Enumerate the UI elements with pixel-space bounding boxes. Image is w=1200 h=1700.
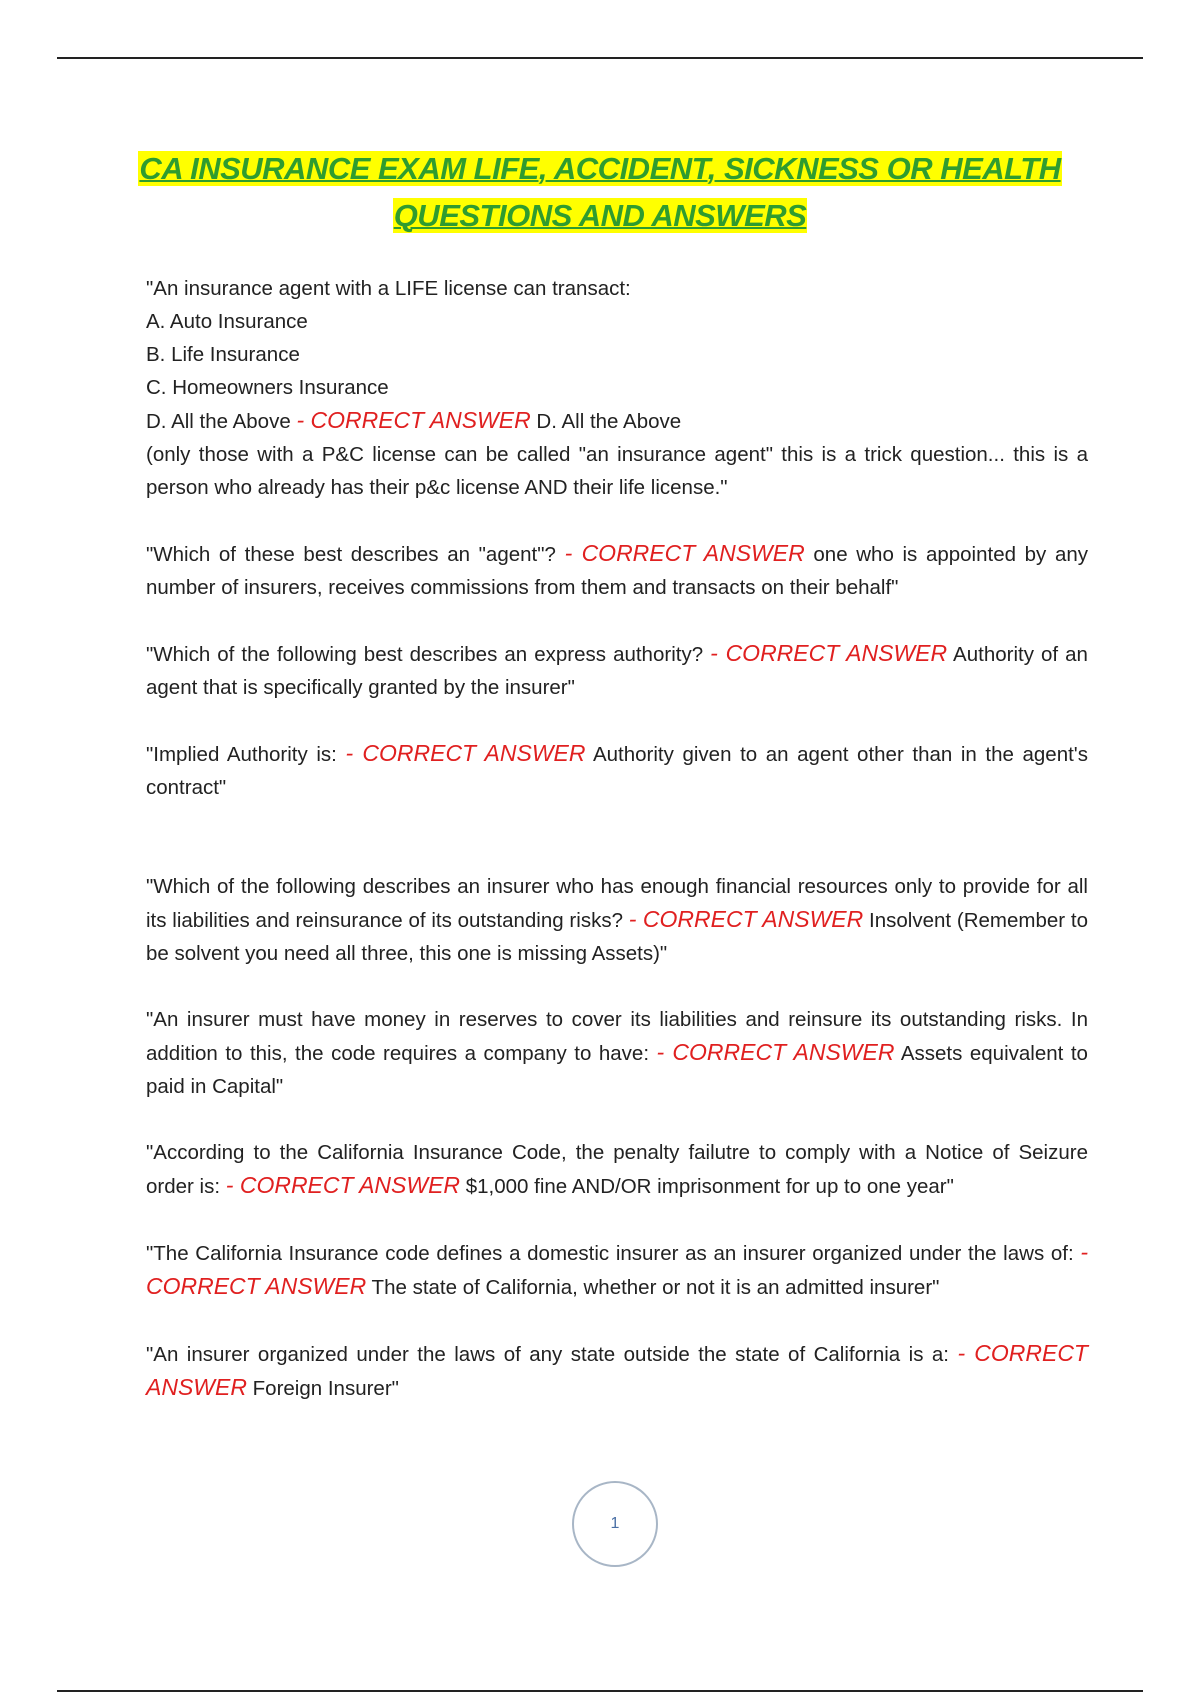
page-number-badge	[572, 1481, 658, 1567]
question-text: "Which of the following describes an insurer who has enough financial resources only to provide for all its liabilities and reinsurance of its outstanding risks?	[146, 875, 1088, 932]
answer-text: Authority of an agent that is specifically granted by the insurer"	[146, 643, 1088, 699]
correct-answer-label: - CORRECT ANSWER	[146, 1340, 1088, 1400]
correct-answer-label: - CORRECT ANSWER	[225, 1172, 461, 1198]
question-text: "An insurer must have money in reserves to cover its liabilities and reinsure its outstanding risks. In addition to this, the code requires a company to have:	[146, 1008, 1088, 1065]
correct-answer-label: - CORRECT ANSWER	[710, 640, 948, 666]
answer-text: Authority given to an agent other than in the agent's contract"	[146, 743, 1088, 799]
page-number: 1	[610, 1515, 620, 1532]
option-d-line	[146, 404, 1088, 438]
qa-item-8	[146, 1236, 1088, 1304]
correct-answer-label: - CORRECT ANSWER	[564, 540, 805, 566]
document-title	[100, 145, 1100, 239]
option-d: D. All the Above	[146, 410, 291, 433]
correct-answer-label: - CORRECT ANSWER	[656, 1039, 895, 1065]
correct-answer-label: - CORRECT ANSWER	[628, 906, 864, 932]
question-text: "According to the California Insurance Code, the penalty failutre to comply with a Notice of Seizure order is:	[146, 1141, 1088, 1198]
qa-item-6	[146, 1003, 1088, 1103]
explanation-text: (only those with a P&C license can be called "an insurance agent" this is a trick question... this is a person who already has their p&c license AND their life license."	[146, 443, 1088, 499]
correct-answer-label: - CORRECT ANSWER	[146, 1239, 1088, 1299]
correct-answer-label: - CORRECT ANSWER	[296, 407, 531, 433]
qa-item-7	[146, 1136, 1088, 1203]
footer-rule	[57, 1690, 1143, 1692]
qa-item-5	[146, 870, 1088, 970]
title-line-1: CA INSURANCE EXAM LIFE, ACCIDENT, SICKNESS OR HEALTH	[139, 151, 1061, 186]
question-text: "The California Insurance code defines a domestic insurer as an insurer organized under the laws of:	[146, 1242, 1074, 1265]
answer-text: $1,000 fine AND/OR imprisonment for up to one year"	[465, 1175, 954, 1198]
answer-text: D. All the Above	[536, 410, 682, 433]
qa-item-4	[146, 737, 1088, 804]
answer-text: Assets equivalent to paid in Capital"	[146, 1042, 1088, 1098]
question-text: "An insurance agent with a LIFE license can transact:	[146, 277, 631, 300]
option-a: A. Auto Insurance	[146, 310, 308, 333]
correct-answer-label: - CORRECT ANSWER	[345, 740, 586, 766]
answer-text: The state of California, whether or not it is an admitted insurer"	[371, 1276, 940, 1299]
qa-item-9	[146, 1337, 1088, 1405]
answer-text: one who is appointed by any number of insurers, receives commissions from them and transacts on their behalf"	[146, 543, 1088, 599]
option-b: B. Life Insurance	[146, 343, 300, 366]
qa-item-1	[146, 272, 1088, 504]
question-text: "Which of these best describes an "agent"?	[146, 543, 556, 566]
qa-item-2	[146, 537, 1088, 604]
question-text: "Implied Authority is:	[146, 743, 337, 766]
qa-content	[146, 272, 1088, 1405]
question-text: "Which of the following best describes an express authority?	[146, 643, 704, 666]
answer-text: Insolvent (Remember to be solvent you need all three, this one is missing Assets)"	[146, 909, 1088, 965]
title-line-2: QUESTIONS AND ANSWERS	[393, 198, 807, 233]
header-rule	[57, 57, 1143, 59]
qa-item-3	[146, 637, 1088, 704]
answer-text: Foreign Insurer"	[252, 1377, 399, 1400]
question-text: "An insurer organized under the laws of any state outside the state of California is a:	[146, 1343, 949, 1366]
option-c: C. Homeowners Insurance	[146, 376, 389, 399]
